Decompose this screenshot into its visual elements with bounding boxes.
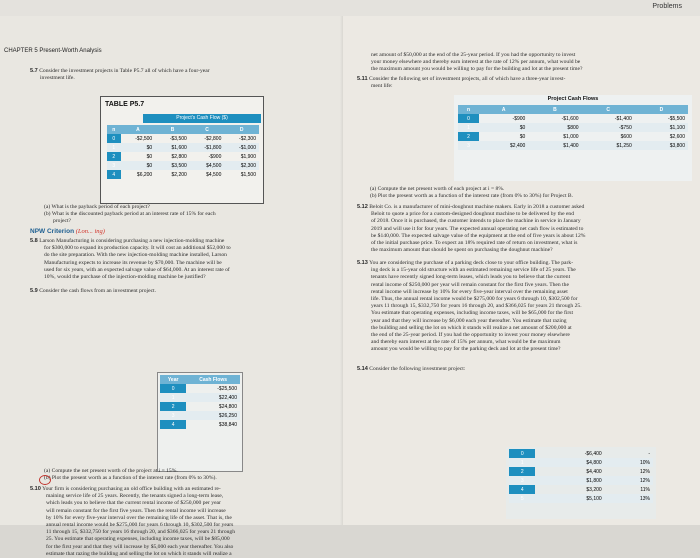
questions-5-9: (a) Compute the net present worth of the project at i = 15%. (b) Plot the present worth as a function of the interest rate (from 0% to 30%).	[44, 468, 217, 482]
table-row: 1 $4,800 10%	[509, 458, 653, 467]
left-page	[0, 16, 354, 557]
questions-5-7: (a) What is the payback period of each project? (b) What is the discounted payback period at an interest rate of 15% for each project?	[44, 204, 216, 225]
table-row: 4 $6,200 $2,200 $4,500 $1,500	[107, 170, 259, 179]
problem-5-10-continued: net amount of $50,000 at the end of the 25-year period. If you had the opportunity to invest your money elsewhere and thereby earn interest at the rate of 12% per annum, what would be the maximum amount you would be willing to pay for the building and lot at the present time?	[371, 52, 583, 73]
table-row: 3 $0 $3,500 $4,500 $2,300	[107, 161, 259, 170]
top-bar	[0, 0, 700, 16]
table-5-14	[506, 447, 656, 519]
table-letter-row: n A B C D	[107, 125, 259, 134]
problem-5-14: 5.14 Consider the following investment project:	[357, 366, 466, 372]
questions-5-11: (a) Compute the net present worth of each project at i = 8%. (b) Plot the present worth as a function of the interest rate (from 0% to 30%) for Project B.	[370, 186, 574, 200]
table-row: 3 $26,250	[160, 411, 240, 420]
table-group-header: Project Cash Flows	[547, 96, 599, 102]
problem-5-11: 5.11 Consider the following set of investment projects, all of which have a three-year invest- ment life:	[357, 76, 566, 90]
table-row: 5 $5,100 13%	[509, 494, 653, 503]
project-cash-flow-table: n A B C D 0 -$900 -$1,600 -$1,400 -$5,500 1 $0 $800 -$750 $1,100 2 $0 $1,000 $600 $2,600 3 $2,400 $1,400 $1,250 $3,800	[458, 105, 688, 150]
table-group-header: Project's Cash Flow ($)	[143, 114, 261, 123]
table-row: 2 $0 $2,800 -$900 $1,900	[107, 152, 259, 161]
problem-5-10: 5.10 Your firm is considering purchasing an old office building with an estimated re- maining service life of 25 years. Recently, the tenants signed a long-term lease, which leads you to believe that the current rental income of $250,000 per year will remain constant for the first five years. Then the rental income will increase by 10% for every five-year interval over the remaining life of the asset. That is, the annual rental income would be $275,000 for years 6 through 10, $302,500 for years 11 through 15, $332,750 for years 16 through 20, and $366,025 for years 21 through 25. You estimate that operating expenses, including income taxes, will be $85,000 for the first year and that they will increase by $5,000 each year thereafter. You also estimate that razing the building and selling the lot on which it stands will realize a	[30, 486, 236, 557]
table-row: 4 $38,840	[160, 420, 240, 429]
cash-flow-table	[107, 125, 259, 179]
header-label: Problems	[652, 3, 682, 10]
table-row: 1 $0 $800 -$750 $1,100	[458, 123, 688, 132]
table-5-9	[157, 372, 243, 472]
table-row: 2 $24,800	[160, 402, 240, 411]
table-row: 3 $1,800 12%	[509, 476, 653, 485]
handwritten-note: (Lon... ing)	[75, 228, 105, 235]
problem-5-9: 5.9 Consider the cash flows from an investment project.	[30, 288, 157, 294]
problem-5-8: 5.8 Larson Manufacturing is considering purchasing a new injection-molding machine for $300,000 to expand its production capacity. It will cost an additional $52,000 to do the site preparation. With the new injection-molding machine installed, Larson Manufacturing expects to increase its revenue by $70,000. The machine will be used for six years, with an expected salvage value of $64,000. At an interest rate of 10%, would the purchase of the injection-molding machine be justified?	[30, 238, 231, 281]
handwritten-circle-mark	[38, 474, 52, 486]
table-p5-7	[100, 96, 264, 204]
problem-5-7: 5.7 Consider the investment projects in Table P5.7 all of which have a four-year investment life.	[30, 68, 210, 82]
table-row: 0 -$25,500	[160, 384, 240, 393]
problem-5-13: 5.13 You are considering the purchase of a parking deck close to your office building. The park- ing deck is a 15-year old structure with an estimated remaining service life of 25 years. The tenants have recently signed long-term leases, which leads you to believe that the current rental income of $250,000 per year will remain constant for the first five years. Then the rental income will increase by 10% for every five-year interval over the remaining asset life. Thus, the annual rental income would be $275,000 for years 6 through 10, $302,500 for years 11 through 15, $332,750 for years 16 through 20, and $366,025 for years 21 through 25. You estimate that operating expenses, including income taxes, will be $65,000 for the first year and that they will increase by $6,000 each year thereafter. You estimate that razing the building and selling the lot on which it stands will realize a net amount of $200,000 at the end of the 25-year period. If you had the opportunity to invest your money elsewhere and thereby earn interest at the rate of 15% per annum, what would be the maximum amount you would be willing to pay for the parking deck and lot at the present time?	[357, 260, 582, 353]
cash-flow-table-5-9: Year Cash Flows 0 -$25,500 1 $22,400 2 $24,800 3 $26,250 4 $38,840	[160, 375, 240, 429]
table-row: 2 $4,400 12%	[509, 467, 653, 476]
running-head: CHAPTER 5 Present-Worth Analysis	[4, 48, 102, 54]
table-row: 4 $3,200 11%	[509, 485, 653, 494]
table-row: 2 $0 $1,000 $600 $2,600	[458, 132, 688, 141]
table-caption: TABLE P5.7	[105, 101, 145, 108]
table-5-11	[454, 95, 692, 181]
investment-project-table	[509, 449, 653, 503]
table-row: 1 $0 $1,600 -$1,800 -$1,000	[107, 143, 259, 152]
problem-5-12: 5.12 Beloit Co. is a manufacturer of mini-doughnut machine makers. Early in 2018 a customer asked Beloit to quote a price for a custom-designed doughnut machine to be delivered by the end of 2018. Once it is purchased, the customer intends to place the machine in service in January 2019 and will use it for four years. The expected annual operating net cash flow is estimated to be $140,000. The expected salvage value of the equipment at the end of five years is about 12% of the initial purchase price. To expect an 18% required rate of return on investment, what is the maximum amount that should be spent on purchasing the doughnut machine?	[357, 204, 586, 254]
table-row: 0 -$6,400 -	[509, 449, 653, 458]
table-row: 0 -$900 -$1,600 -$1,400 -$5,500	[458, 114, 688, 123]
npw-criterion-heading: NPW Criterion (Lon... ing)	[30, 228, 105, 235]
table-row: 0 -$2,500 -$3,500 -$2,800 -$2,300	[107, 134, 259, 143]
table-row: 1 $22,400	[160, 393, 240, 402]
table-row: 3 $2,400 $1,400 $1,250 $3,800	[458, 141, 688, 150]
